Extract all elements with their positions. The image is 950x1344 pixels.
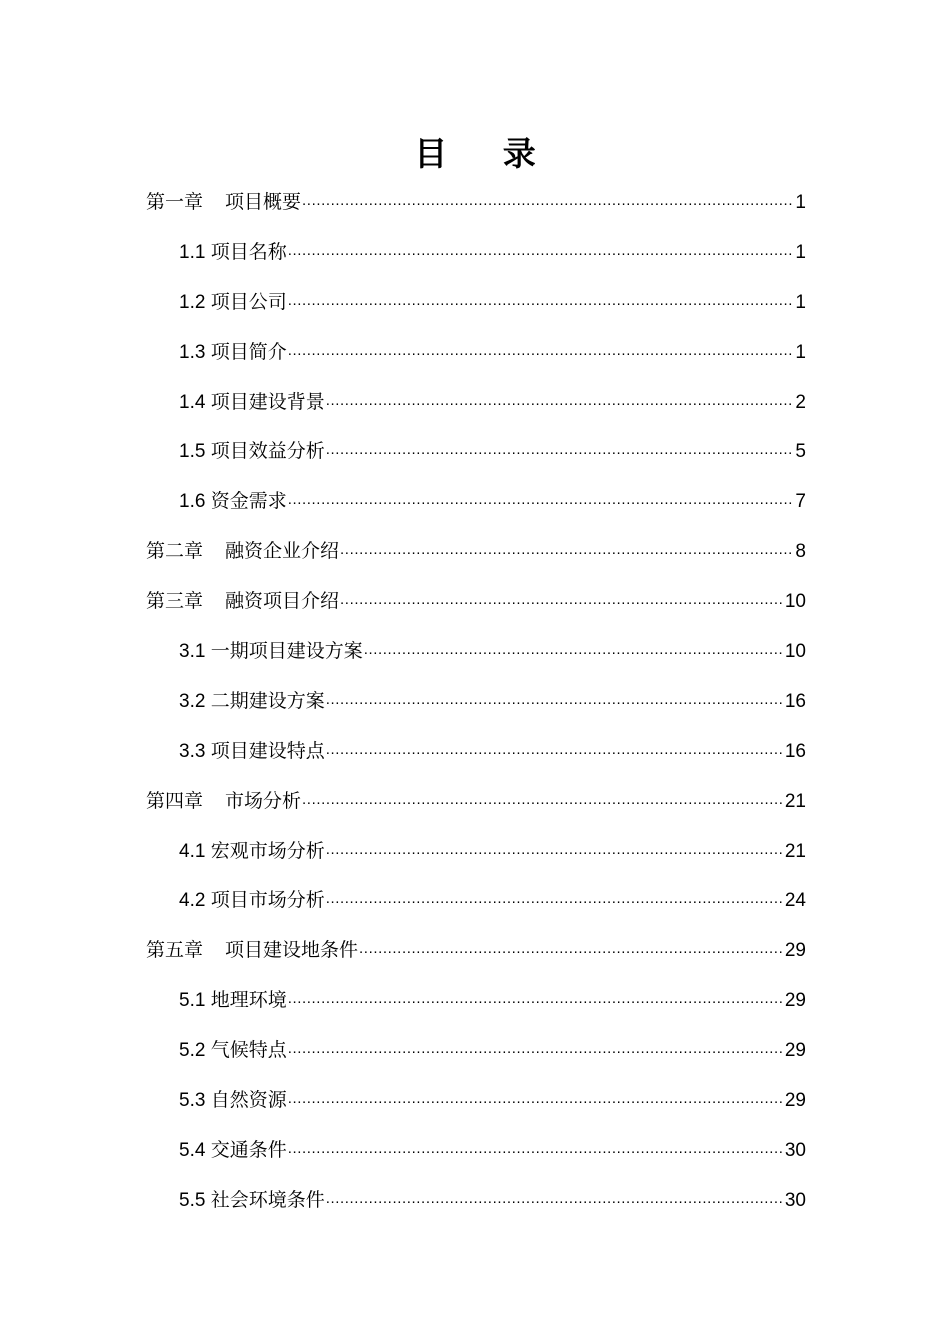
toc-entry-section[interactable]	[146, 328, 806, 378]
section-title: 5.5 社会环境条件	[179, 1189, 325, 1211]
chapter-number: 第三章	[146, 591, 204, 613]
section-title: 1.1 项目名称	[179, 241, 287, 263]
page-number: 30	[784, 1189, 806, 1211]
chapter-title: 项目概要	[225, 191, 302, 213]
section-title: 1.4 项目建设背景	[179, 391, 325, 413]
dot-leader	[288, 1039, 784, 1063]
toc-entry-section[interactable]	[146, 677, 806, 727]
dot-leader	[340, 590, 784, 614]
section-title: 1.2 项目公司	[179, 291, 287, 313]
toc-entry-section[interactable]	[146, 827, 806, 877]
toc-entry-section[interactable]	[146, 477, 806, 527]
dot-leader	[302, 790, 784, 814]
page-number: 5	[795, 441, 806, 463]
toc-entry-section[interactable]	[146, 278, 806, 328]
chapter-title: 项目建设地条件	[225, 940, 359, 962]
dot-leader	[326, 740, 784, 764]
dot-leader	[288, 291, 795, 315]
section-title: 4.2 项目市场分析	[179, 890, 325, 912]
toc-entry-label	[146, 790, 301, 814]
toc-entry-chapter-1[interactable]	[146, 178, 806, 228]
dot-leader	[288, 241, 795, 265]
toc-entry-chapter-5[interactable]	[146, 926, 806, 976]
toc-entry-section[interactable]	[146, 378, 806, 428]
page-number: 16	[784, 740, 806, 762]
dot-leader	[340, 540, 794, 564]
page-number: 1	[795, 341, 806, 363]
toc-entry-section[interactable]	[146, 228, 806, 278]
chapter-title: 市场分析	[225, 790, 302, 812]
page-number: 8	[795, 541, 806, 563]
dot-leader	[326, 840, 784, 864]
page-number: 1	[795, 191, 806, 213]
toc-entry-label	[146, 939, 358, 963]
dot-leader	[326, 440, 795, 464]
dot-leader	[326, 391, 795, 415]
page-number: 7	[795, 491, 806, 513]
page-number: 29	[784, 1089, 806, 1111]
section-title: 5.1 地理环境	[179, 990, 287, 1012]
section-title: 1.6 资金需求	[179, 491, 287, 513]
chapter-number: 第四章	[146, 790, 204, 812]
toc-entry-section[interactable]	[146, 1176, 806, 1226]
chapter-title: 融资项目介绍	[225, 591, 340, 613]
chapter-number: 第一章	[146, 191, 204, 213]
dot-leader	[302, 191, 794, 215]
toc-entry-chapter-2[interactable]	[146, 527, 806, 577]
toc-entry-section[interactable]	[146, 1076, 806, 1126]
section-title: 3.2 二期建设方案	[179, 690, 325, 712]
dot-leader	[288, 989, 784, 1013]
page-number: 21	[784, 790, 806, 812]
toc-entry-section[interactable]	[146, 427, 806, 477]
dot-leader	[359, 939, 784, 963]
dot-leader	[288, 490, 795, 514]
section-title: 4.1 宏观市场分析	[179, 840, 325, 862]
page-number: 2	[795, 391, 806, 413]
page-number: 10	[784, 640, 806, 662]
page-number: 30	[784, 1139, 806, 1161]
toc-entry-label	[146, 590, 339, 614]
dot-leader	[326, 1189, 784, 1213]
toc-entry-section[interactable]	[146, 876, 806, 926]
chapter-number: 第二章	[146, 541, 204, 563]
page-number: 29	[784, 940, 806, 962]
section-title: 1.3 项目简介	[179, 341, 287, 363]
section-title: 5.2 气候特点	[179, 1040, 287, 1062]
toc-entry-chapter-4[interactable]	[146, 777, 806, 827]
toc-entry-section[interactable]	[146, 627, 806, 677]
dot-leader	[288, 1089, 784, 1113]
section-title: 1.5 项目效益分析	[179, 441, 325, 463]
toc-entry-section[interactable]	[146, 1026, 806, 1076]
chapter-number: 第五章	[146, 940, 204, 962]
toc-entry-section[interactable]	[146, 727, 806, 777]
page-number: 24	[784, 890, 806, 912]
toc-entry-section[interactable]	[146, 976, 806, 1026]
toc-title: 目 录	[414, 134, 558, 173]
page-number: 10	[784, 591, 806, 613]
dot-leader	[364, 640, 784, 664]
toc-entry-label	[146, 191, 301, 215]
section-title: 5.4 交通条件	[179, 1139, 287, 1161]
dot-leader	[326, 889, 784, 913]
section-title: 3.3 项目建设特点	[179, 740, 325, 762]
dot-leader	[288, 341, 795, 365]
toc-entry-label	[146, 540, 339, 564]
page-number: 21	[784, 840, 806, 862]
dot-leader	[326, 690, 784, 714]
toc-entry-chapter-3[interactable]	[146, 577, 806, 627]
dot-leader	[288, 1139, 784, 1163]
toc-entry-section[interactable]	[146, 1126, 806, 1176]
table-of-contents	[146, 178, 806, 1226]
section-title: 5.3 自然资源	[179, 1089, 287, 1111]
page-number: 1	[795, 291, 806, 313]
page-number: 1	[795, 241, 806, 263]
chapter-title: 融资企业介绍	[225, 541, 340, 563]
section-title: 3.1 一期项目建设方案	[179, 640, 363, 662]
page-number: 16	[784, 690, 806, 712]
page-number: 29	[784, 1040, 806, 1062]
page-number: 29	[784, 990, 806, 1012]
